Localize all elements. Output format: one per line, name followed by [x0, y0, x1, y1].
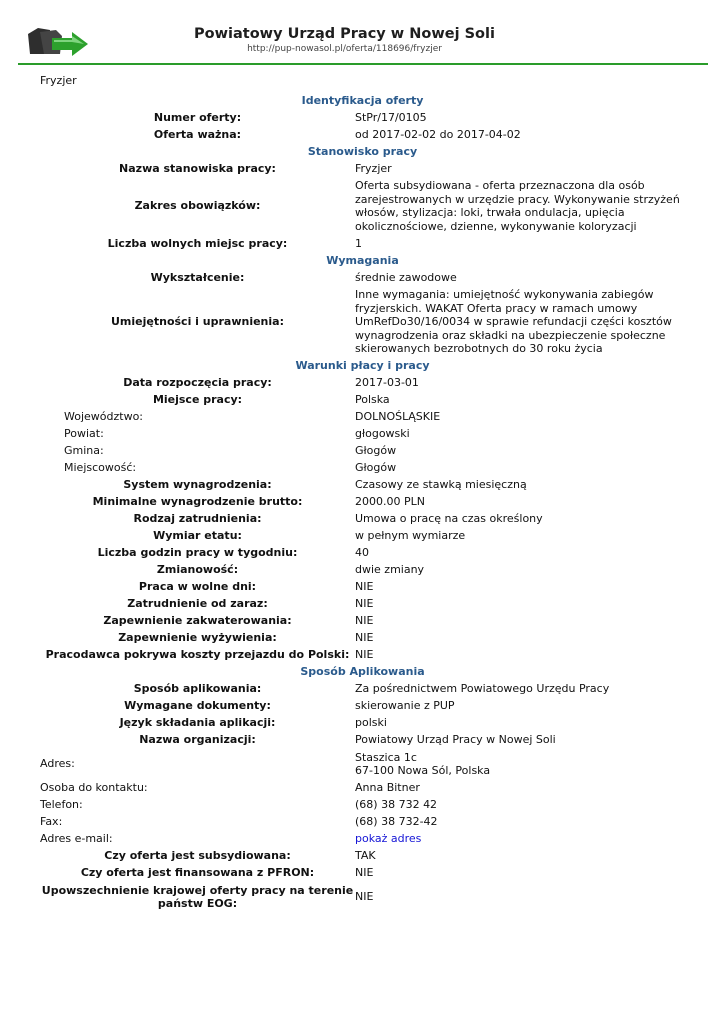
value [355, 831, 685, 848]
row-praca-wolne-dni [40, 579, 685, 596]
offer-table [40, 92, 685, 913]
value: Czasowy ze stawką miesięczną [355, 478, 527, 492]
label: Liczba wolnych miejsc pracy: [107, 236, 288, 250]
label: Adres e-mail: [40, 832, 113, 846]
value: NIE [355, 648, 374, 662]
label: Pracodawca pokrywa koszty przejazdu do Polski: [45, 648, 350, 662]
row-koszty-przejazdu [40, 647, 685, 664]
label: Zatrudnienie od zaraz: [127, 597, 268, 611]
value: Fryzjer [355, 161, 392, 175]
label: Adres: [40, 757, 75, 771]
label: Data rozpoczęcia pracy: [123, 376, 272, 390]
site-url[interactable]: http://pup-nowasol.pl/oferta/118696/fryzjer [247, 44, 442, 54]
row-miejscowosc [40, 460, 685, 477]
value: 1 [355, 236, 362, 250]
row-subsydiowana [40, 848, 685, 865]
row-nazwa-organizacji [40, 732, 685, 749]
value: 40 [355, 546, 369, 560]
row-fax [40, 814, 685, 831]
row-jezyk-aplikacji [40, 715, 685, 732]
label: Fax: [40, 815, 63, 829]
section-aplikowanie: Sposób Aplikowania [300, 665, 425, 679]
label: Oferta ważna: [153, 127, 242, 141]
label: Praca w wolne dni: [138, 580, 257, 594]
value: NIE [355, 631, 374, 645]
value: polski [355, 716, 387, 730]
row-gmina [40, 443, 685, 460]
value: Umowa o pracę na czas określony [355, 512, 543, 526]
row-wymagane-dokumenty [40, 698, 685, 715]
row-telefon [40, 797, 685, 814]
address-line-2: 67-100 Nowa Sól, Polska [355, 764, 491, 777]
value: Za pośrednictwem Powiatowego Urzędu Pracy [355, 682, 610, 696]
label: Umiejętności i uprawnienia: [111, 315, 284, 328]
row-liczba-miejsc [40, 235, 685, 252]
row-system-wynagrodzenia [40, 477, 685, 494]
label: Zapewnienie wyżywienia: [118, 631, 277, 645]
row-adres [40, 749, 685, 780]
row-numer-oferty [40, 109, 685, 126]
row-miejsce-pracy [40, 392, 685, 409]
label: Liczba godzin pracy w tygodniu: [97, 546, 298, 560]
site-title: Powiatowy Urząd Pracy w Nowej Soli [194, 26, 495, 42]
value: Powiatowy Urząd Pracy w Nowej Soli [355, 733, 556, 747]
value: Polska [355, 393, 390, 407]
value: od 2017-02-02 do 2017-04-02 [355, 127, 521, 141]
row-rodzaj-zatrudnienia [40, 511, 685, 528]
row-data-rozpoczecia [40, 375, 685, 392]
label: Województwo: [64, 410, 144, 424]
row-wyksztalcenie [40, 269, 685, 286]
header-divider [18, 63, 708, 65]
row-oferta-wazna [40, 126, 685, 143]
value: (68) 38 732 42 [355, 798, 438, 812]
value: Głogów [355, 444, 397, 458]
label: Miejscowość: [64, 461, 137, 475]
row-zakres-obowiazkow [40, 177, 685, 235]
value: Głogów [355, 461, 397, 475]
row-godziny-pracy [40, 545, 685, 562]
row-zakwaterowanie [40, 613, 685, 630]
value: NIE [355, 580, 374, 594]
section-identyfikacja: Identyfikacja oferty [301, 93, 424, 107]
row-pfron [40, 865, 685, 882]
label: System wynagrodzenia: [123, 478, 272, 492]
label: Upowszechnienie krajowej oferty pracy na terenie państw EOG: [41, 883, 354, 910]
value: StPr/17/0105 [355, 110, 427, 124]
row-zmianowosc [40, 562, 685, 579]
label: Zapewnienie zakwaterowania: [103, 614, 292, 628]
value: dwie zmiany [355, 563, 425, 577]
row-nazwa-stanowiska [40, 160, 685, 177]
label: Wymiar etatu: [153, 529, 242, 543]
row-wymiar-etatu [40, 528, 685, 545]
label: Zakres obowiązków: [134, 199, 261, 213]
value: w pełnym wymiarze [355, 529, 466, 543]
breadcrumb: Fryzjer [40, 74, 77, 87]
value: Oferta subsydiowana - oferta przeznaczona dla osób zarejestrowanych w urzędzie pracy. Wykonywanie strzyżeń włosów, stylizacja: loki, trwała ondulacja, upięcia okolicznościowe, dzienne, wykonywanie koloryzacji [355, 179, 680, 233]
label: Gmina: [64, 444, 104, 458]
row-eog [40, 882, 685, 913]
section-wymagania: Wymagania [326, 253, 399, 267]
label: Osoba do kontaktu: [40, 781, 148, 795]
row-email [40, 831, 685, 848]
label: Nazwa stanowiska pracy: [119, 161, 276, 175]
value: głogowski [355, 427, 410, 441]
label: Czy oferta jest subsydiowana: [104, 849, 291, 863]
value: NIE [355, 890, 374, 904]
label: Zmianowość: [156, 563, 239, 577]
label: Czy oferta jest finansowana z PFRON: [80, 866, 315, 880]
label: Język składania aplikacji: [119, 716, 276, 730]
label: Wykształcenie: [150, 270, 245, 284]
section-stanowisko: Stanowisko pracy [307, 144, 418, 158]
value: NIE [355, 597, 374, 611]
label: Sposób aplikowania: [133, 682, 262, 696]
label: Minimalne wynagrodzenie brutto: [92, 495, 303, 509]
label: Telefon: [40, 798, 83, 812]
value: średnie zawodowe [355, 270, 457, 284]
row-min-wynagrodzenie [40, 494, 685, 511]
value: 2000.00 PLN [355, 495, 425, 509]
value: NIE [355, 614, 374, 628]
label: Rodzaj zatrudnienia: [133, 512, 262, 526]
label: Wymagane dokumenty: [124, 699, 271, 713]
row-wojewodztwo [40, 409, 685, 426]
value: DOLNOŚLĄSKIE [355, 410, 441, 424]
row-wyzywienie [40, 630, 685, 647]
label: Miejsce pracy: [152, 393, 243, 407]
value: NIE [355, 866, 374, 880]
section-warunki: Warunki płacy i pracy [295, 359, 430, 373]
row-umiejetnosci [40, 286, 685, 358]
value: 2017-03-01 [355, 376, 419, 390]
value: skierowanie z PUP [355, 699, 455, 713]
row-zatrudnienie-od-zaraz [40, 596, 685, 613]
value: TAK [355, 849, 376, 863]
label: Nazwa organizacji: [139, 733, 256, 747]
show-email-link[interactable]: pokaż adres [355, 832, 422, 846]
address-line-1: Staszica 1c [355, 750, 417, 764]
row-powiat [40, 426, 685, 443]
label: Numer oferty: [153, 110, 242, 124]
value [355, 749, 685, 780]
row-sposob-aplikowania [40, 681, 685, 698]
value: Inne wymagania: umiejętność wykonywania zabiegów fryzjerskich. WAKAT Oferta pracy w ramach umowy UmRefDo30/16/0034 w sprawie refundacji części kosztów wynagrodzenia oraz składki na ubezpieczenie społeczne skierowanych bezrobotnych do 30 roku życia [355, 288, 672, 355]
value: (68) 38 732-42 [355, 815, 438, 829]
label: Powiat: [64, 427, 104, 441]
value: Anna Bitner [355, 781, 420, 795]
row-osoba-kontakt [40, 780, 685, 797]
